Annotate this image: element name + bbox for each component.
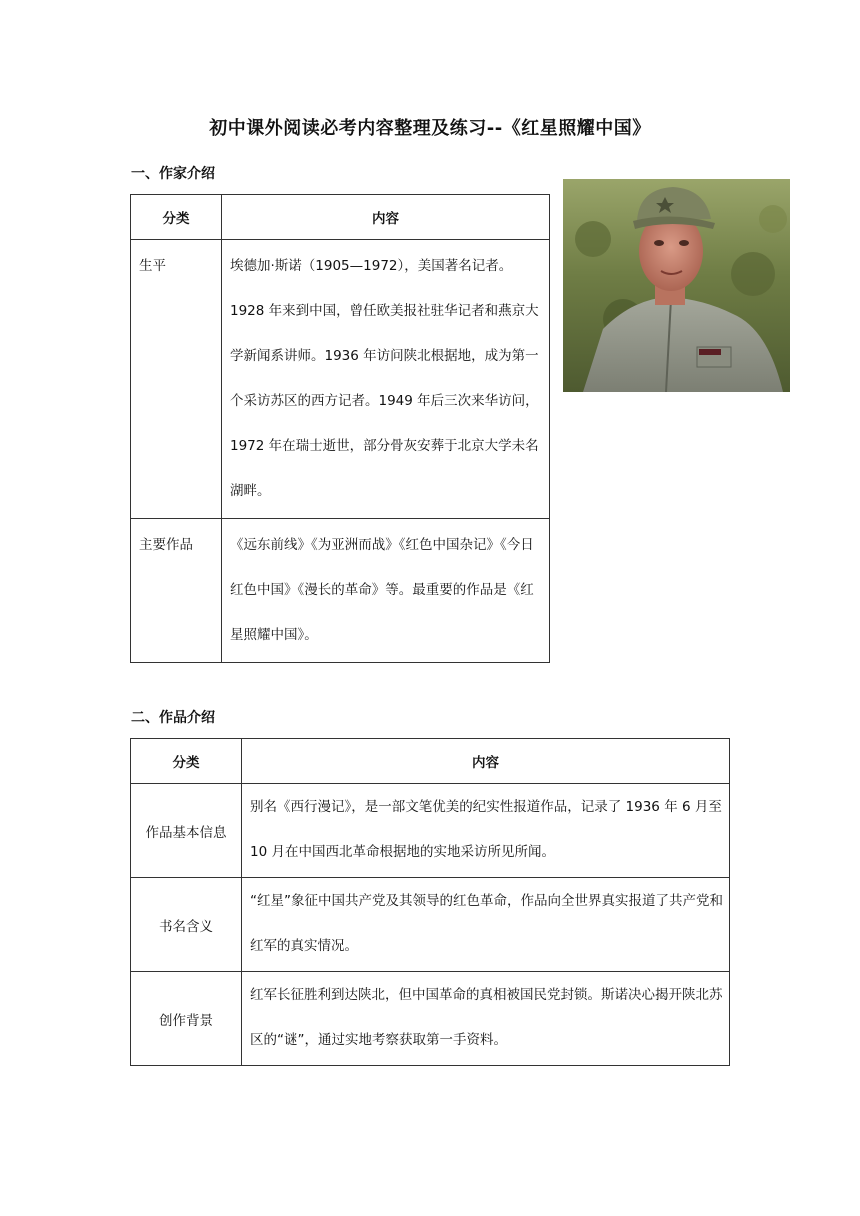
section-heading-author: 一、作家介绍 <box>131 166 215 182</box>
header-category: 分类 <box>131 739 242 784</box>
table-header-row <box>131 195 550 240</box>
table-row <box>131 972 730 1066</box>
table-row <box>131 240 550 519</box>
row-content: 《远东前线》《为亚洲而战》《红色中国杂记》《今日红色中国》《漫长的革命》等。最重要的作品是《红星照耀中国》。 <box>222 519 550 663</box>
header-content: 内容 <box>242 739 730 784</box>
author-table <box>130 194 550 663</box>
row-content: “红星”象征中国共产党及其领导的红色革命，作品向全世界真实报道了共产党和红军的真实情况。 <box>242 878 730 972</box>
header-category: 分类 <box>131 195 222 240</box>
table-row <box>131 878 730 972</box>
author-photo <box>563 179 790 392</box>
header-content: 内容 <box>222 195 550 240</box>
row-category: 书名含义 <box>131 878 242 972</box>
section-heading-work: 二、作品介绍 <box>131 710 215 726</box>
row-content: 别名《西行漫记》，是一部文笔优美的纪实性报道作品，记录了 1936 年 6 月至 10 月在中国西北革命根据地的实地采访所见所闻。 <box>242 784 730 878</box>
row-category: 生平 <box>131 240 222 519</box>
table-header-row <box>131 739 730 784</box>
table-row <box>131 519 550 663</box>
row-category: 主要作品 <box>131 519 222 663</box>
row-category: 作品基本信息 <box>131 784 242 878</box>
row-content: 埃德加·斯诺（1905—1972），美国著名记者。1928 年来到中国，曾任欧美报社驻华记者和燕京大学新闻系讲师。1936 年访问陕北根据地，成为第一个采访苏区的西方记者。1949 年后三次来华访问，1972 年在瑞士逝世，部分骨灰安葬于北京大学未名湖畔。 <box>222 240 550 519</box>
row-content: 红军长征胜利到达陕北，但中国革命的真相被国民党封锁。斯诺决心揭开陕北苏区的“谜”，通过实地考察获取第一手资料。 <box>242 972 730 1066</box>
table-row <box>131 784 730 878</box>
row-category: 创作背景 <box>131 972 242 1066</box>
work-table <box>130 738 730 1066</box>
document-title: 初中课外阅读必考内容整理及练习--《红星照耀中国》 <box>209 118 651 139</box>
